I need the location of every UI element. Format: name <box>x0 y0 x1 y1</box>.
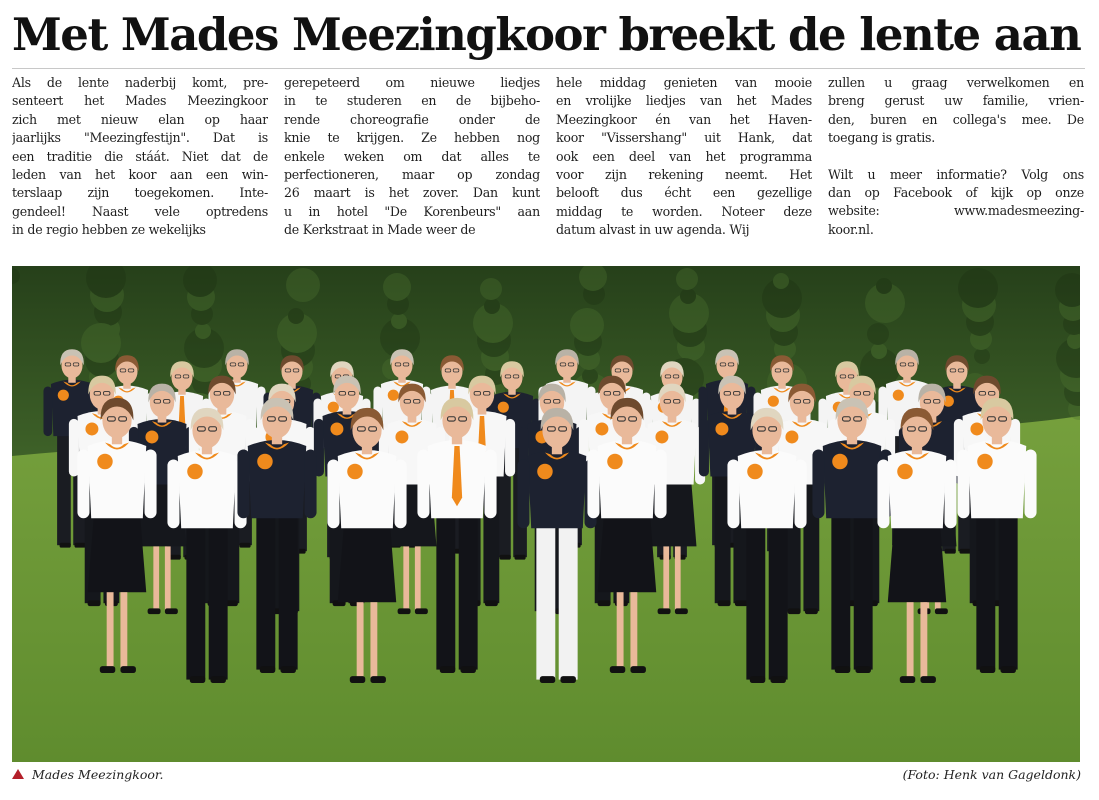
article-line: enkele weken om dat alles te <box>284 148 540 164</box>
article-line: zich met nieuw elan op haar <box>12 111 268 127</box>
article-headline: Met Mades Meezingkoor breekt de lente aan <box>12 8 1081 61</box>
article-line: den, buren en collega's mee. De <box>828 111 1084 127</box>
article-line: leden van het koor aan een win- <box>12 167 268 183</box>
article-line: gendeel! Naast vele optredens <box>12 203 268 219</box>
article-line: voor zijn rekening neemt. Het <box>556 167 812 183</box>
photo-caption: Mades Meezingkoor. <box>32 766 164 782</box>
article-line: en vrolijke liedjes van het Mades <box>556 93 812 109</box>
article-line: dan op Facebook of kijk op onze <box>828 185 1084 201</box>
article-column-4 <box>828 74 1084 262</box>
article-line: terslaap zijn toegekomen. Inte- <box>12 185 268 201</box>
article-line: koor "Vissershang" uit Hank, dat <box>556 130 812 146</box>
article-line: belooft dus écht een gezellige <box>556 185 812 201</box>
article-line: ook een deel van het programma <box>556 148 812 164</box>
group-photo-icon <box>12 266 1080 762</box>
article-line: koor.nl. <box>828 221 874 237</box>
photo-caption-row <box>12 764 1081 784</box>
article-line: gerepeteerd om nieuwe liedjes <box>284 75 540 90</box>
article-line: zullen u graag verwelkomen en <box>828 75 1084 90</box>
article-line: jaarlijks "Meezingfestijn". Dat is <box>12 130 268 146</box>
article-line: de Kerkstraat in Made weer de <box>284 222 476 238</box>
article-line: 26 maart is het zover. Dan kunt <box>284 185 540 201</box>
article-line: hele middag genieten van mooie <box>556 75 812 90</box>
article-line: datum alvast in uw agenda. Wij <box>556 222 750 238</box>
choir-group-photo <box>12 266 1080 762</box>
article-line: senteert het Mades Meezingkoor <box>12 93 268 109</box>
article-line: Wilt u meer informatie? Volg ons <box>828 166 1084 182</box>
article-line: in de regio hebben ze wekelijks <box>12 222 206 238</box>
headline-divider <box>12 68 1085 69</box>
article-column-1 <box>12 74 268 262</box>
article-line: rende choreografie onder de <box>284 111 540 127</box>
article-line: perfectioneren, maar op zondag <box>284 167 540 183</box>
article-line: Als de lente naderbij komt, pre- <box>12 75 268 90</box>
article-line: breng gerust uw familie, vrien- <box>828 93 1084 109</box>
article-line: in te studeren en de bijbeho- <box>284 93 540 109</box>
article-line: een traditie die stáát. Niet dat de <box>12 148 268 164</box>
article-line: Meezingkoor én van het Haven- <box>556 111 812 127</box>
article-line: knie te krijgen. Ze hebben nog <box>284 130 540 146</box>
photo-credit: (Foto: Henk van Gageldonk) <box>902 766 1081 782</box>
article-line: toegang is gratis. <box>828 130 935 146</box>
article-body <box>12 74 1084 262</box>
caption-marker-icon <box>12 769 24 779</box>
article-line: website: www.madesmeezing- <box>828 203 1084 219</box>
article-column-2 <box>284 74 540 262</box>
article-line: middag te worden. Noteer deze <box>556 203 812 219</box>
article-column-3 <box>556 74 812 262</box>
article-line: u in hotel "De Korenbeurs" aan <box>284 203 540 219</box>
paragraph-gap <box>828 148 1084 166</box>
